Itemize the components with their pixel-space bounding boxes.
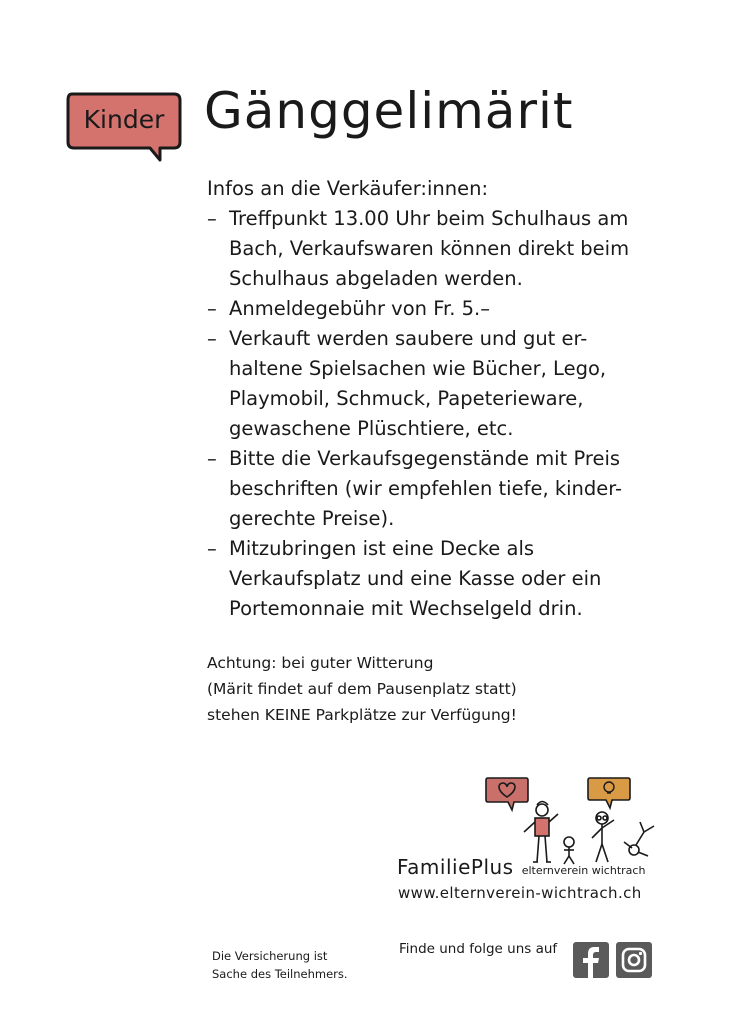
instagram-icon[interactable] [616, 942, 652, 978]
info-line: Mitzubringen ist eine Decke als [229, 537, 535, 560]
list-dash: – [207, 447, 217, 470]
info-list-item [207, 444, 677, 534]
lightbulb-icon [588, 778, 630, 808]
insurance-line: Sache des Teilnehmers. [212, 967, 348, 981]
info-heading: Infos an die Verkäufer:innen: [207, 177, 489, 200]
info-line: Bitte die Verkaufsgegenstände mit Preis [229, 447, 621, 470]
list-dash: – [207, 297, 217, 320]
info-line: Verkaufsplatz und eine Kasse oder ein [229, 567, 602, 590]
info-list [207, 204, 677, 624]
list-dash: – [207, 327, 217, 350]
info-line: Treffpunkt 13.00 Uhr beim Schulhaus am [229, 207, 629, 230]
badge-label: Kinder [83, 105, 165, 134]
info-list-item [207, 324, 677, 444]
brand-name: FamiliePlus [397, 855, 514, 879]
info-line: gewaschene Plüschtiere, etc. [229, 417, 514, 440]
info-list-item [207, 204, 677, 294]
info-line: Verkauft werden saubere und gut er- [229, 327, 588, 350]
insurance-note [212, 947, 382, 983]
info-line: beschriften (wir empfehlen tiefe, kinder- [229, 477, 623, 500]
info-line: Schulhaus abgeladen werden. [229, 267, 523, 290]
info-line: haltene Spielsachen wie Bücher, Lego, [229, 357, 607, 380]
insurance-line: Die Versicherung ist [212, 949, 328, 963]
brand-subtitle: elternverein wichtrach [521, 864, 646, 877]
note-line: Achtung: bei guter Witterung [207, 654, 434, 672]
info-line: Playmobil, Schmuck, Papeterieware, [229, 387, 584, 410]
list-dash: – [207, 207, 217, 230]
website-link[interactable]: www.elternverein-wichtrach.ch [398, 884, 642, 902]
kinder-badge [64, 88, 184, 164]
info-section [207, 174, 677, 624]
note-line: stehen KEINE Parkplätze zur Verfügung! [207, 706, 517, 724]
list-dash: – [207, 537, 217, 560]
info-line: Anmeldegebühr von Fr. 5.– [229, 297, 490, 320]
info-line: Portemonnaie mit Wechselgeld drin. [229, 597, 583, 620]
info-list-item [207, 294, 677, 324]
note-line: (Märit findet auf dem Pausenplatz statt) [207, 680, 517, 698]
page-title: Gänggelimärit [204, 82, 574, 140]
brand-logo [397, 855, 645, 879]
follow-text: Finde und folge uns auf [399, 941, 558, 957]
heart-icon [486, 778, 528, 810]
facebook-icon[interactable] [573, 942, 609, 978]
info-list-item [207, 534, 677, 624]
info-line: gerechte Preise). [229, 507, 395, 530]
parking-note [207, 650, 627, 728]
info-line: Bach, Verkaufswaren können direkt beim [229, 237, 630, 260]
